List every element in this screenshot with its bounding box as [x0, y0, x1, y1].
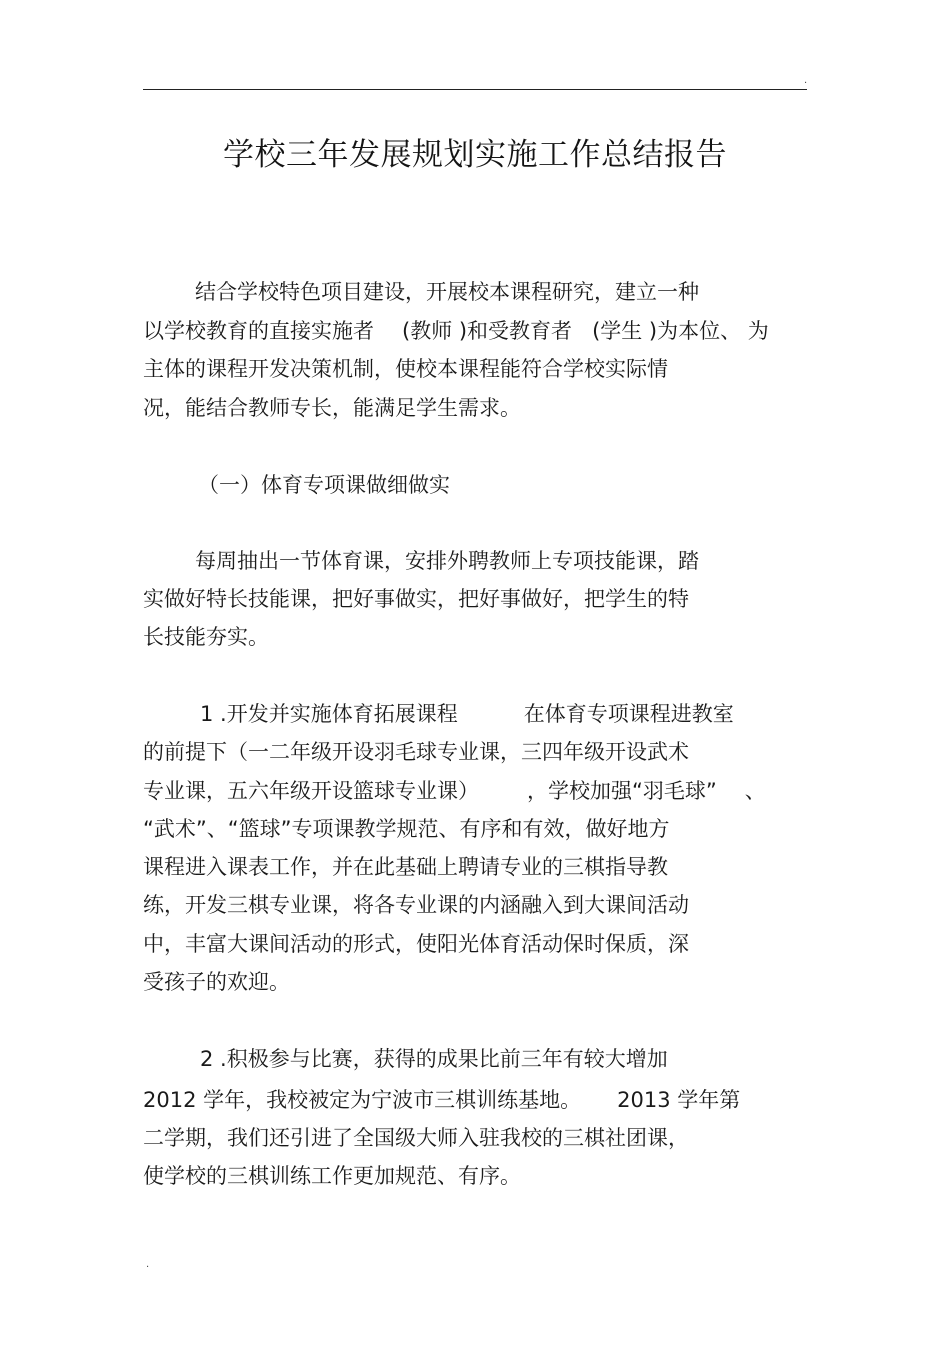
intro-line-1: 结合学校特色项目建设，开展校本课程研究，建立一种: [195, 280, 699, 304]
item1-line-1-rest: 在体育专项课程进教室: [523, 702, 734, 726]
item2-line-4: 使学校的三棋训练工作更加规范、有序。: [143, 1164, 521, 1188]
item1-line-3-part-c: 、: [744, 779, 766, 803]
item2-line-1: 2 .积极参与比赛，获得的成果比前三年有较大增加: [200, 1047, 668, 1071]
item1-heading: 1 .开发并实施体育拓展课程: [200, 702, 458, 726]
item1-line-3-part-a: 专业课，五六年级开设篮球专业课）: [143, 779, 479, 803]
item1-line-3-part-b: ，学校加强“羽毛球”: [527, 779, 717, 803]
intro-line-2-part-a: 以学校教育的直接实施者: [143, 319, 374, 343]
item2-line-2-part-b: 2013 学年第: [617, 1088, 741, 1112]
intro-line-2-part-c: (学生 )为本位、 为: [592, 319, 769, 343]
item2-line-2-part-a: 2012 学年，我校被定为宁波市三棋训练基地。: [143, 1088, 582, 1112]
item1-line-2: 的前提下（一二年级开设羽毛球专业课，三四年级开设武术: [143, 740, 689, 764]
item1-line-8: 受孩子的欢迎。: [143, 970, 290, 994]
item1-line-1: [200, 699, 734, 729]
item1-line-6: 练，开发三棋专业课，将各专业课的内涵融入到大课间活动: [143, 893, 689, 917]
intro-line-2: [143, 316, 769, 346]
item1-line-7: 中，丰富大课间活动的形式，使阳光体育活动保时保质，深: [143, 932, 689, 956]
item1-line-3: [143, 776, 766, 806]
p1-line-2: 实做好特长技能课，把好事做实，把好事做好，把学生的特: [143, 587, 689, 611]
p1-line-1: 每周抽出一节体育课，安排外聘教师上专项技能课，踏: [195, 549, 699, 573]
item2-line-3: 二学期，我们还引进了全国级大师入驻我校的三棋社团课，: [143, 1126, 689, 1150]
p1-line-3: 长技能夯实。: [143, 625, 269, 649]
document-title: 学校三年发展规划实施工作总结报告: [223, 136, 727, 173]
footer-dot: .: [146, 1259, 150, 1270]
intro-line-3: 主体的课程开发决策机制，使校本课程能符合学校实际情: [143, 357, 668, 381]
item1-line-5: 课程进入课表工作，并在此基础上聘请专业的三棋指导教: [143, 855, 668, 879]
item1-line-4: “武术”、“篮球”专项课教学规范、有序和有效，做好地方: [143, 817, 670, 841]
header-dot: .: [804, 75, 808, 86]
item2-line-2: [143, 1085, 740, 1115]
intro-line-2-part-b: (教师 )和受教育者: [402, 319, 573, 343]
header-rule: [143, 89, 807, 90]
section-heading: （一）体育专项课做细做实: [198, 473, 450, 497]
intro-line-4: 况，能结合教师专长，能满足学生需求。: [143, 396, 521, 420]
